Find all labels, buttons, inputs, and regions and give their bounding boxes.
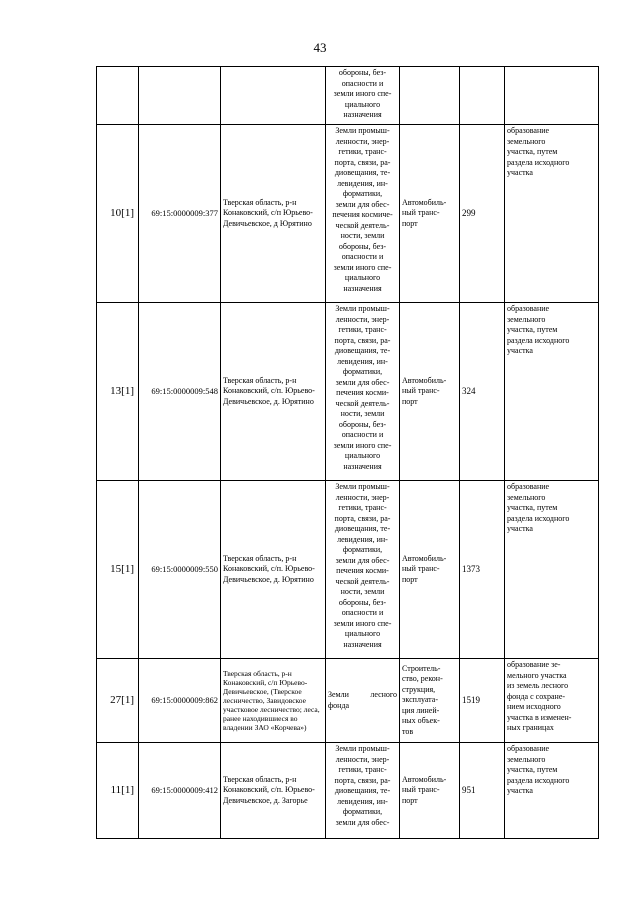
purpose-cell: образование земельного участка, путем раздела исходного участка <box>505 743 599 839</box>
cadastral-number-cell: 69:15:0000009:377 <box>139 125 221 303</box>
plot-number-cell: 10[1] <box>97 125 139 303</box>
table-row <box>97 481 599 659</box>
cadastral-number-cell: 69:15:0000009:548 <box>139 303 221 481</box>
permitted-use-cell: Автомобиль- ный транс- порт <box>400 743 460 839</box>
table-row <box>97 659 599 743</box>
plot-number-cell: 15[1] <box>97 481 139 659</box>
land-category-cell: Земли лесного фонда <box>326 659 400 743</box>
area-cell: 951 <box>460 743 505 839</box>
land-plots-table <box>96 66 599 839</box>
permitted-use-cell: Автомобиль- ный транс- порт <box>400 481 460 659</box>
area-cell: 324 <box>460 303 505 481</box>
cadastral-number-cell: 69:15:0000009:862 <box>139 659 221 743</box>
address-cell: Тверская область, р-н Конаковский, с/п Юрьево-Девичьевское, д Юрятино <box>221 125 326 303</box>
table-row <box>97 125 599 303</box>
area-cell: 1519 <box>460 659 505 743</box>
cadastral-number-cell: 69:15:0000009:550 <box>139 481 221 659</box>
address-cell: Тверская область, р-н Конаковский, с/п. Юрьево-Девичьевское, д. Юрятино <box>221 303 326 481</box>
address-cell: Тверская область, р-н Конаковский, с/п. Юрьево-Девичьевское, д. Юрятино <box>221 481 326 659</box>
cadastral-number-cell <box>139 67 221 125</box>
table-row <box>97 743 599 839</box>
area-cell: 1373 <box>460 481 505 659</box>
table-row <box>97 67 599 125</box>
address-cell <box>221 67 326 125</box>
land-category-cell: Земли промыш- ленности, энер- гетики, транс- порта, связи, ра- диовещания, те- левидения, ин- форматики, земли для обес- печения космиче- ческой деятель- ности, земли обороны, без- опасности и земли иного спе- циального назначения <box>326 125 400 303</box>
permitted-use-cell: Автомобиль- ный транс- порт <box>400 303 460 481</box>
plot-number-cell: 11[1] <box>97 743 139 839</box>
purpose-cell: образование земельного участка, путем раздела исходного участка <box>505 481 599 659</box>
purpose-cell <box>505 67 599 125</box>
area-cell: 299 <box>460 125 505 303</box>
land-category-cell: обороны, без- опасности и земли иного спе- циального назначения <box>326 67 400 125</box>
cadastral-number-cell: 69:15:0000009:412 <box>139 743 221 839</box>
purpose-cell: образование земельного участка, путем раздела исходного участка <box>505 303 599 481</box>
purpose-cell: образование земельного участка, путем раздела исходного участка <box>505 125 599 303</box>
plot-number-cell <box>97 67 139 125</box>
area-cell <box>460 67 505 125</box>
purpose-cell: образование зе- мельного участка из земель лесного фонда с сохране- нием исходного участка в изменен- ных границах <box>505 659 599 743</box>
permitted-use-cell: Автомобиль- ный транс- порт <box>400 125 460 303</box>
plot-number-cell: 27[1] <box>97 659 139 743</box>
land-category-cell: Земли промыш- ленности, энер- гетики, транс- порта, связи, ра- диовещания, те- левидения, ин- форматики, земли для обес- печения косми- ческой деятель- ности, земли обороны, без- опасности и земли иного спе- циального назначения <box>326 303 400 481</box>
table-row <box>97 303 599 481</box>
address-cell: Тверская область, р-н Конаковский, с/п. Юрьево-Девичьевское, д. Загорье <box>221 743 326 839</box>
page-number: 43 <box>313 40 327 55</box>
permitted-use-cell <box>400 67 460 125</box>
land-category-cell: Земли промыш- ленности, энер- гетики, транс- порта, связи, ра- диовещания, те- левидения, ин- форматики, земли для обес- печения косми- ческой деятель- ности, земли обороны, без- опасности и земли иного спе- циального назначения <box>326 481 400 659</box>
address-cell: Тверская область, р-н Конаковский, с/п Юрьево-Девичьевское, (Тверское лесничество, Завидовское участковое лесничество; леса, ранее находившиеся во владении ЗАО «Корчева») <box>221 659 326 743</box>
permitted-use-cell: Строитель- ство, рекон- струкция, эксплуата- ция линей- ных объек- тов <box>400 659 460 743</box>
land-category-cell: Земли промыш- ленности, энер- гетики, транс- порта, связи, ра- диовещания, те- левидения, ин- форматики, земли для обес- <box>326 743 400 839</box>
plot-number-cell: 13[1] <box>97 303 139 481</box>
